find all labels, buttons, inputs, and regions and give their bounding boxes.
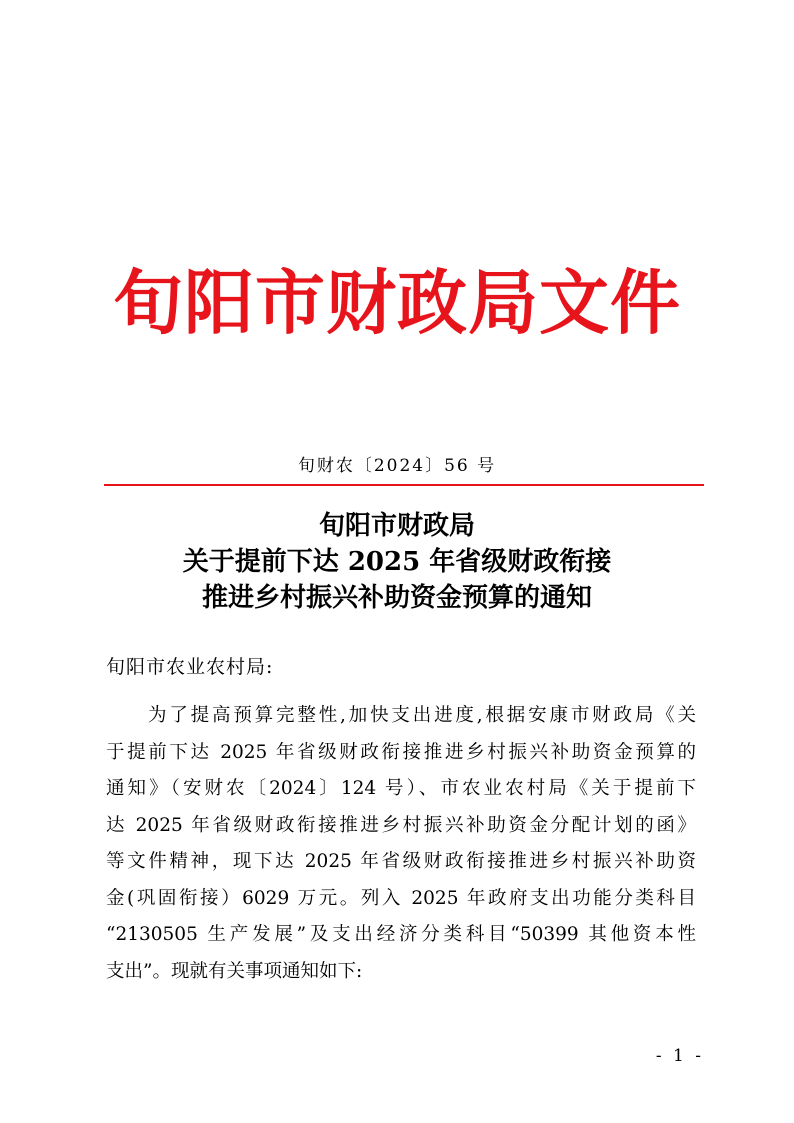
body-line: 支出”。现就有关事项通知如下: xyxy=(106,960,363,982)
addressee: 旬阳市农业农村局: xyxy=(106,656,274,678)
body-line: 达 2025 年省级财政衔接推进乡村振兴补助资金分配计划的函》 xyxy=(106,814,696,836)
body-line: 等文件精神，现下达 2025 年省级财政衔接推进乡村振兴补助资 xyxy=(106,851,696,872)
title-line-issuer: 旬阳市财政局 xyxy=(318,511,475,541)
page-number: - 1 - xyxy=(655,1046,704,1066)
body-paragraph xyxy=(106,698,696,990)
notice-title xyxy=(0,508,794,616)
document-number: 旬财农〔2024〕56 号 xyxy=(297,456,497,476)
body-line: 金(巩固衔接）6029 万元。列入 2025 年政府支出功能分类科目 xyxy=(106,887,696,909)
body-line: 通知》（安财农〔2024〕124 号）、市农业农村局《关于提前下 xyxy=(106,778,696,799)
red-separator-line xyxy=(104,484,704,486)
title-line-subject-1: 关于提前下达 2025 年省级财政衔接 xyxy=(182,547,612,577)
masthead-title: 旬阳市财政局文件 xyxy=(113,261,681,344)
title-line-subject-2: 推进乡村振兴补助资金预算的通知 xyxy=(201,583,592,613)
body-line: 为了提高预算完整性,加快支出进度,根据安康市财政局《关 xyxy=(148,705,696,726)
body-line: “2130505 生产发展”及支出经济分类科目“50399 其他资本性 xyxy=(106,924,696,945)
body-line: 于提前下达 2025 年省级财政衔接推进乡村振兴补助资金预算的 xyxy=(106,741,696,763)
